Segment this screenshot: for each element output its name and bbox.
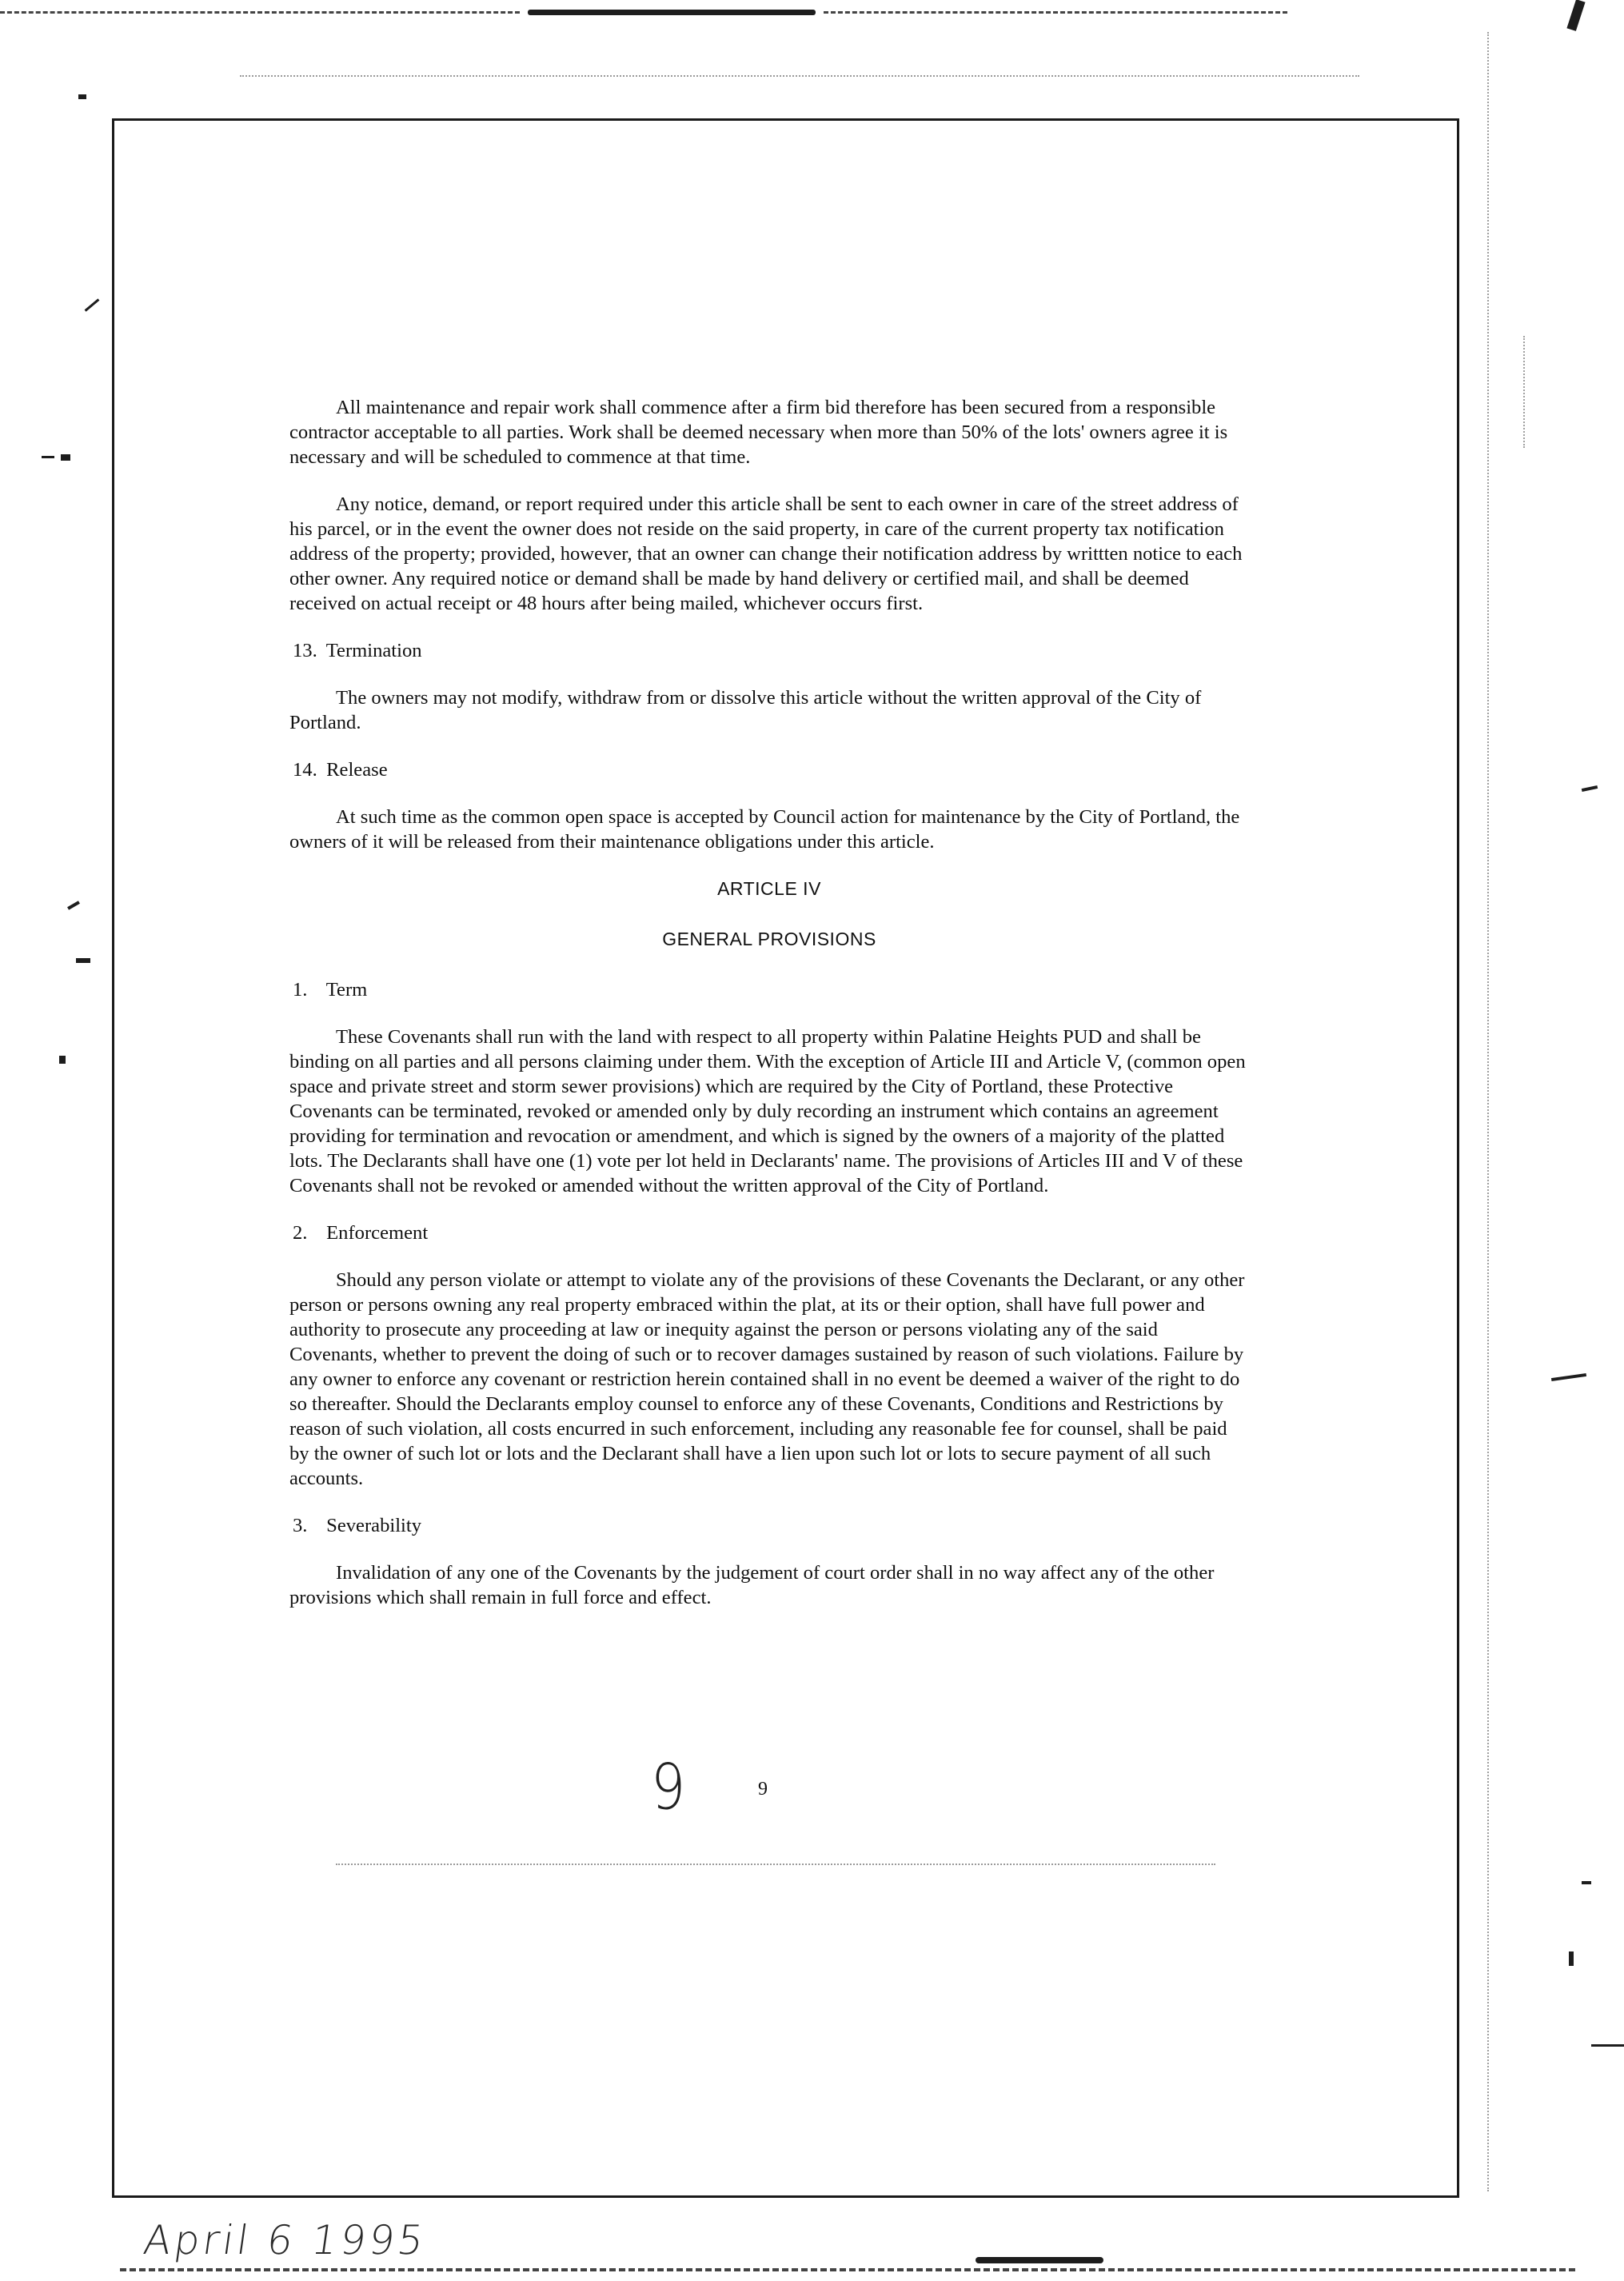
scan-artifact-top-corner [1566,0,1585,31]
scan-artifact-left-2 [85,298,100,311]
section-heading-termination [289,638,1249,663]
scan-artifact-faint-top [240,75,1359,77]
scan-artifact-right-4 [1591,2044,1624,2047]
section-heading-release [289,757,1249,782]
section-number: 3. [293,1515,308,1536]
scan-artifact-right-3 [1582,1881,1591,1884]
page-number [640,1752,800,1824]
paragraph-termination: The owners may not modify, withdraw from or dissolve this article without the written approval of the City of Portland. [289,687,1202,733]
scan-artifact-right-2 [1551,1373,1586,1381]
section-title: Release [326,759,388,781]
section-number: 2. [293,1222,308,1244]
article-heading: ARTICLE IV [717,878,821,899]
typed-page-number: 9 [758,1779,768,1800]
document-body [289,395,1249,1632]
handwritten-date: April 6 1995 [140,2217,430,2263]
paragraph-notice: Any notice, demand, or report required under this article shall be sent to each owner in care of the street address of his parcel, or in the event the owner does not reside on the said property, in care of the current property tax notification address of the property; provided, however, that an owner can change their notification address by writtten notice to each other owner. Any required notice or demand shall be made by hand delivery or certified mail, and shall be deemed received on actual receipt or 48 hours after being mailed, whichever occurs first. [289,493,1243,614]
section-title: Severability [326,1515,421,1536]
section-heading-enforcement [289,1220,1249,1245]
scan-artifact-left-6 [76,958,90,963]
scan-artifact-right-5 [1569,1951,1574,1966]
paragraph-enforcement: Should any person violate or attempt to violate any of the provisions of these Covenants the Declarant, or any other person or persons owning any real property embraced within the plat, at its or their option, shall have full power and authority to prosecute any proceeding at law or inequity against the person or persons violating any of the said Covenants, whether to prevent the doing of such or to recover damages sustained by reason of such violations. Failure by any owner to enforce any covenant or restriction herein contained shall in no event be deemed a waiver of the right to do so thereafter. Should the Declarants employ counsel to enforce any of these Covenants, Conditions and Restrictions by reason of such violation, all costs encurred in such enforcement, including any reasonable fee for counsel, shall be paid by the owner of such lot or lots and the Declarant shall have a lien upon such lot or lots to secure payment of all such accounts. [289,1269,1245,1489]
paragraph-maintenance: All maintenance and repair work shall commence after a firm bid therefore has been secured from a responsible contractor acceptable to all parties. Work shall be deemed necessary when more than 50% of the lots' owners agree it is necessary and will be scheduled to commence at that time. [289,397,1228,468]
scan-artifact-bottom-blob [976,2257,1103,2263]
section-title: Enforcement [326,1222,429,1244]
scan-artifact-top-bar [528,10,816,15]
scan-artifact-right-1 [1582,785,1598,792]
scan-artifact-left-1 [78,94,86,99]
scan-artifact-right-vertical [1487,32,1489,2191]
section-title: Termination [325,640,422,661]
paragraph-term: These Covenants shall run with the land with respect to all property within Palatine Heights PUD and shall be binding on all parties and all persons claiming under them. With the exception of Article III and Article V, (common open space and private street and storm sewer provisions) which are required by the City of Portland, these Protective Covenants can be terminated, revoked or amended only by duly recording an instrument which contains an agreement providing for termination and revocation or amendment, and which is signed by the owners of a majority of the platted lots. The Declarants shall have one (1) vote per lot held in Declarants' name. The provisions of Articles III and V of these Covenants shall not be revoked or amended without the written approval of the City of Portland. [289,1026,1246,1196]
section-number: 14. [293,759,317,781]
section-heading-term [289,977,1249,1002]
section-title: Term [325,979,368,1001]
scan-artifact-top-left [0,11,520,14]
scan-artifact-left-4 [61,454,70,461]
scan-artifact-left-3 [42,456,54,458]
section-number: 1. [293,979,308,1001]
section-heading-severability [289,1513,1249,1538]
scan-artifact-bottom [120,2268,1575,2271]
paragraph-severability: Invalidation of any one of the Covenants by the judgement of court order shall in no way affect any of the other provisions which shall remain in full force and effect. [289,1562,1215,1608]
section-number: 13. [293,640,317,661]
scan-artifact-right-vertical-2 [1523,336,1525,448]
scan-artifact-faint-mid [336,1864,1215,1865]
scan-artifact-left-5 [67,901,80,909]
scan-artifact-top-right [824,11,1287,14]
paragraph-release: At such time as the common open space is accepted by Council action for maintenance by the City of Portland, the owners of it will be released from their maintenance obligations under this article. [289,806,1240,853]
scan-artifact-left-7 [59,1056,66,1064]
article-title: GENERAL PROVISIONS [662,929,876,949]
handwritten-page-number: 9 [651,1752,686,1824]
